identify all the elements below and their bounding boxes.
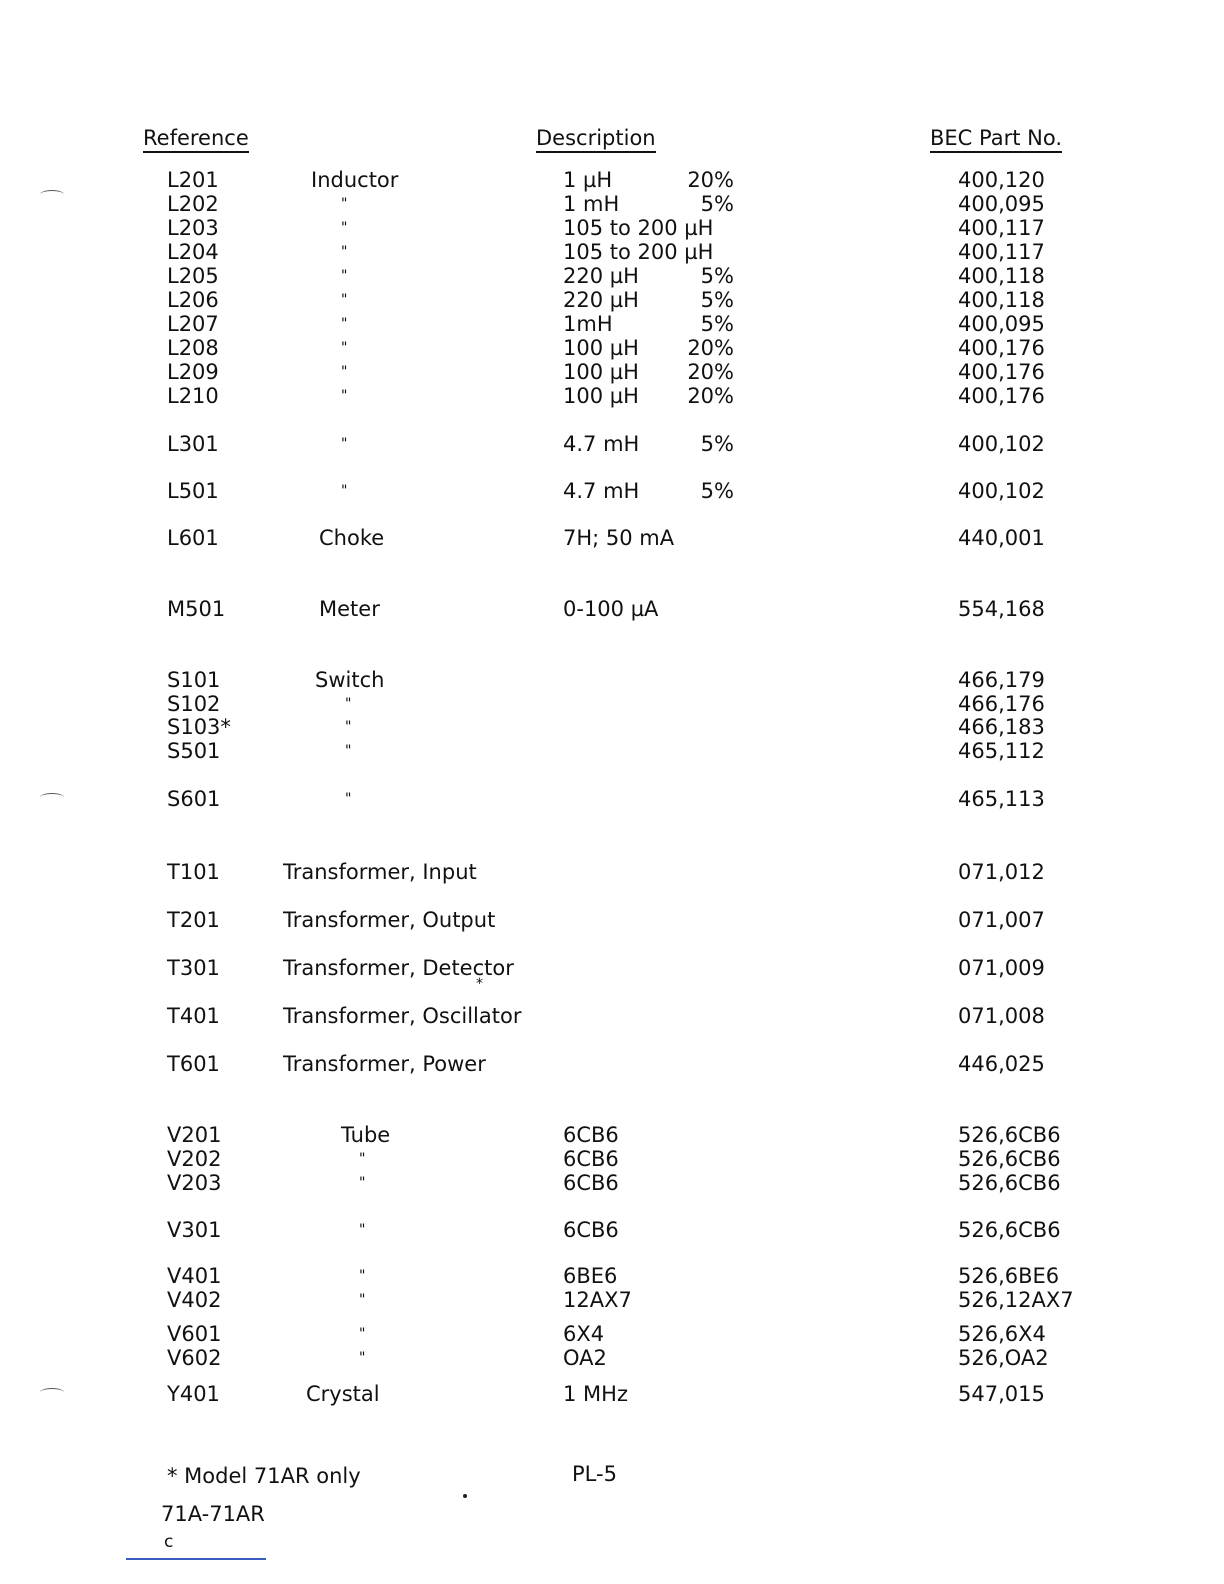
part-row [0,336,1224,360]
tolerance-cell: 5% [700,432,734,456]
part-row [0,1346,1224,1370]
part-row [0,1288,1224,1312]
part-row [0,526,1224,550]
part-number-cell: 526,6CB6 [958,1218,1061,1242]
part-number-cell: 400,102 [958,432,1045,456]
model-label: 71A-71AR [161,1502,265,1526]
item-cell: Transformer, Output [283,908,496,932]
part-number-cell: 526,OA2 [958,1346,1049,1370]
ditto-mark: " [341,316,348,332]
reference-cell: L205 [167,264,219,288]
reference-cell: V401 [167,1264,222,1288]
stray-asterisk-mark: * [476,976,483,992]
item-cell: Transformer, Detector [283,956,514,980]
part-number-cell: 071,008 [958,1004,1045,1028]
ditto-mark: " [345,743,352,759]
tolerance-cell: 20% [687,336,734,360]
part-row [0,1123,1224,1147]
ditto-mark: " [341,244,348,260]
part-number-cell: 446,025 [958,1052,1045,1076]
ditto-mark: " [359,1350,366,1366]
binding-hole-mark [40,793,64,802]
reference-cell: L601 [167,526,219,550]
description-cell: 1mH [563,312,613,336]
reference-cell: V602 [167,1346,222,1370]
tolerance-cell: 5% [700,192,734,216]
item-cell: Transformer, Oscillator [283,1004,522,1028]
reference-cell: V202 [167,1147,222,1171]
part-number-cell: 440,001 [958,526,1045,550]
part-number-cell: 465,113 [958,787,1045,811]
part-number-cell: 526,6CB6 [958,1147,1061,1171]
part-row [0,216,1224,240]
part-number-cell: 466,176 [958,692,1045,716]
part-number-cell: 400,176 [958,360,1045,384]
reference-cell: L204 [167,240,219,264]
description-cell: 7H; 50 mA [563,526,675,550]
part-row [0,312,1224,336]
ditto-mark: " [359,1175,366,1191]
part-row [0,715,1224,739]
description-cell: 100 µH [563,360,639,384]
part-number-cell: 466,179 [958,668,1045,692]
item-cell: Transformer, Input [283,860,477,884]
binding-hole-mark [40,190,64,199]
description-cell: 100 µH [563,336,639,360]
tolerance-cell: 20% [687,360,734,384]
tolerance-cell: 5% [700,312,734,336]
part-number-cell: 554,168 [958,597,1045,621]
tolerance-cell: 20% [687,384,734,408]
description-cell: OA2 [563,1346,607,1370]
reference-cell: S501 [167,739,221,763]
reference-cell: T101 [167,860,220,884]
ditto-mark: " [341,364,348,380]
part-row [0,1382,1224,1406]
part-row [0,360,1224,384]
reference-cell: S601 [167,787,221,811]
reference-cell: S101 [167,668,221,692]
tolerance-cell: 5% [700,479,734,503]
description-cell: 4.7 mH [563,479,640,503]
description-cell: 0-100 µA [563,597,659,621]
part-number-header: BEC Part No. [930,126,1062,153]
part-row [0,739,1224,763]
part-number-cell: 400,120 [958,168,1045,192]
ditto-mark: " [341,196,348,212]
ditto-mark: " [359,1222,366,1238]
item-cell: Meter [319,597,380,621]
description-cell: 1 MHz [563,1382,628,1406]
reference-cell: L207 [167,312,219,336]
part-row [0,264,1224,288]
part-row [0,1147,1224,1171]
part-row [0,787,1224,811]
part-number-cell: 400,117 [958,216,1045,240]
part-number-cell: 400,118 [958,288,1045,312]
part-number-cell: 400,102 [958,479,1045,503]
ditto-mark: " [341,292,348,308]
ditto-mark: " [359,1292,366,1308]
description-cell: 6X4 [563,1322,605,1346]
reference-cell: L209 [167,360,219,384]
description-cell: 105 to 200 µH [563,216,714,240]
part-number-cell: 526,6X4 [958,1322,1046,1346]
description-cell: 1 mH [563,192,620,216]
part-number-cell: 526,6CB6 [958,1171,1061,1195]
tolerance-cell: 5% [700,264,734,288]
reference-cell: T601 [167,1052,220,1076]
part-number-cell: 071,009 [958,956,1045,980]
reference-cell: V402 [167,1288,222,1312]
ditto-mark: " [345,719,352,735]
part-number-cell: 465,112 [958,739,1045,763]
item-cell: Choke [319,526,385,550]
part-row [0,692,1224,716]
part-row [0,168,1224,192]
description-cell: 220 µH [563,288,639,312]
part-number-cell: 071,007 [958,908,1045,932]
part-row [0,432,1224,456]
part-number-cell: 400,176 [958,336,1045,360]
ditto-mark: " [341,388,348,404]
ditto-mark: " [341,436,348,452]
part-number-cell: 526,6BE6 [958,1264,1060,1288]
reference-cell: Y401 [167,1382,220,1406]
reference-cell: V601 [167,1322,222,1346]
item-cell: Inductor [311,168,399,192]
reference-cell: M501 [167,597,226,621]
ditto-mark: " [341,483,348,499]
ditto-mark: " [359,1151,366,1167]
part-number-cell: 526,6CB6 [958,1123,1061,1147]
reference-cell: L203 [167,216,219,240]
part-row [0,1322,1224,1346]
reference-cell: V201 [167,1123,222,1147]
description-cell: 6CB6 [563,1171,619,1195]
stray-dot-mark [463,1494,467,1498]
part-number-cell: 071,012 [958,860,1045,884]
reference-cell: L208 [167,336,219,360]
reference-cell: T401 [167,1004,220,1028]
description-cell: 1 µH [563,168,613,192]
part-row [0,668,1224,692]
tolerance-cell: 5% [700,288,734,312]
part-row [0,288,1224,312]
part-number-cell: 400,118 [958,264,1045,288]
part-row [0,1171,1224,1195]
reference-header: Reference [143,126,249,153]
page-number: PL-5 [572,1462,617,1486]
description-cell: 100 µH [563,384,639,408]
item-cell: Tube [341,1123,391,1147]
revision-label: c [164,1532,174,1552]
part-row [0,479,1224,503]
item-cell: Transformer, Power [283,1052,486,1076]
description-cell: 6CB6 [563,1123,619,1147]
part-row [0,384,1224,408]
description-cell: 12AX7 [563,1288,632,1312]
part-row [0,1264,1224,1288]
part-row [0,956,1224,980]
item-cell: Crystal [306,1382,380,1406]
footer-rule [126,1558,266,1560]
part-row [0,860,1224,884]
part-number-cell: 400,117 [958,240,1045,264]
part-number-cell: 466,183 [958,715,1045,739]
reference-cell: L202 [167,192,219,216]
part-row [0,1004,1224,1028]
reference-cell: V301 [167,1218,222,1242]
reference-cell: S103* [167,715,231,739]
description-cell: 6CB6 [563,1218,619,1242]
part-row [0,240,1224,264]
part-row [0,1052,1224,1076]
part-number-cell: 400,095 [958,312,1045,336]
ditto-mark: " [341,340,348,356]
ditto-mark: " [359,1268,366,1284]
binding-hole-mark [40,1388,64,1397]
part-row [0,597,1224,621]
description-cell: 4.7 mH [563,432,640,456]
reference-cell: T301 [167,956,220,980]
part-row [0,1218,1224,1242]
ditto-mark: " [345,791,352,807]
description-cell: 6CB6 [563,1147,619,1171]
description-cell: 220 µH [563,264,639,288]
part-number-cell: 526,12AX7 [958,1288,1074,1312]
reference-cell: V203 [167,1171,222,1195]
description-cell: 105 to 200 µH [563,240,714,264]
part-number-cell: 400,176 [958,384,1045,408]
footnote: * Model 71AR only [167,1464,361,1488]
part-number-cell: 547,015 [958,1382,1045,1406]
reference-cell: L501 [167,479,219,503]
reference-cell: L206 [167,288,219,312]
description-cell: 6BE6 [563,1264,618,1288]
part-row [0,908,1224,932]
reference-cell: L301 [167,432,219,456]
ditto-mark: " [359,1326,366,1342]
reference-cell: T201 [167,908,220,932]
ditto-mark: " [341,268,348,284]
tolerance-cell: 20% [687,168,734,192]
reference-cell: S102 [167,692,221,716]
description-header: Description [536,126,656,153]
reference-cell: L201 [167,168,219,192]
reference-cell: L210 [167,384,219,408]
part-row [0,192,1224,216]
item-cell: Switch [315,668,385,692]
ditto-mark: " [341,220,348,236]
ditto-mark: " [345,696,352,712]
part-number-cell: 400,095 [958,192,1045,216]
